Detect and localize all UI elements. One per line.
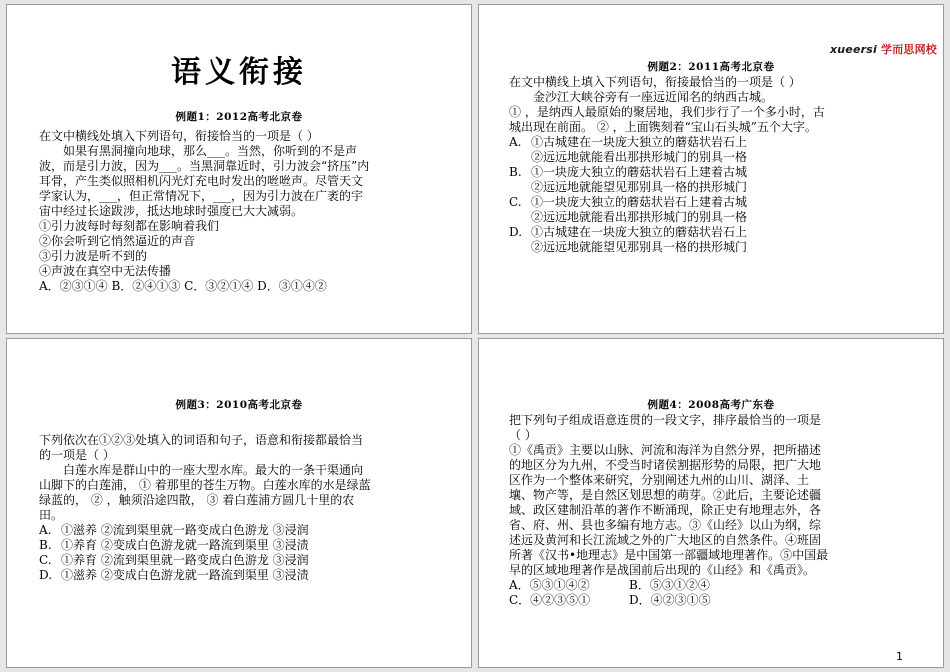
slide-2 — [478, 4, 944, 334]
option-text: ①养育 ②流到渠里就一路变成白色游龙 ③浸润 — [61, 553, 309, 567]
item-1: ①引力波每时每刻都在影响着我们 — [39, 219, 220, 233]
brand-logo — [830, 41, 937, 57]
option-d: D．④②③①⑤ — [629, 593, 711, 607]
option-d — [39, 568, 371, 583]
option-d — [509, 225, 829, 255]
option-line-2: ②远远地就能望见那别具一格的拱形城门 — [531, 180, 748, 194]
option-b: B．⑤③①②④ — [629, 578, 710, 592]
option-a: A．⑤③①④② — [509, 578, 590, 592]
option-text — [531, 225, 747, 255]
option-c: C．④②③⑤① — [509, 593, 591, 607]
passage-line-1: 金沙江大峡谷旁有一座远近闻名的纳西古城。 — [533, 90, 774, 104]
question-text: 把下列句子组成语意连贯的一段文字，排序最恰当的一项是（ ） — [509, 413, 822, 442]
passage-line-2: ① ，是纳西人最原始的聚居地，我们步行了一个多小时，古城出现在前面。 ② ，上面镌刻着“宝山石头城”五个大字。 — [509, 105, 825, 134]
option-b — [39, 538, 371, 553]
logo-cn-text: 学而思网校 — [881, 43, 937, 56]
option-text: ①养育 ②变成白色游龙就一路流到渠里 ③浸渍 — [61, 538, 309, 552]
option-label: B. — [39, 538, 52, 552]
option-label: A. — [509, 135, 522, 149]
option-b — [509, 165, 829, 195]
page-title: 语义衔接 — [171, 55, 307, 90]
option-line-2: ②远远地就能望见那别具一格的拱形城门 — [531, 240, 748, 254]
slide-4 — [478, 338, 944, 668]
page-number: 1 — [896, 650, 903, 663]
option-label: C. — [39, 553, 52, 567]
option-line-1: ①一块庞大独立的蘑菇状岩石上建着古城 — [531, 165, 748, 179]
option-label: D. — [509, 225, 523, 239]
passage-text: 如果有黑洞撞向地球，那么___。当然，你听到的不是声波，而是引力波，因为___。当黑洞靠近时，引力波会“挤压”内耳骨，产生类似照相机闪光灯充电时发出的咝咝声。尽管天文学家认为，___，但正常情况下，___，因为引力波在广袤的宇宙中经过长途跋涉，抵达地球时强度已大大减弱。 — [39, 144, 370, 218]
option-text — [531, 195, 747, 225]
option-c — [509, 195, 829, 225]
example-3-body — [39, 433, 371, 583]
passage-text: ①《禹贡》主要以山脉、河流和海洋为自然分界，把所描述的地区分为九州，不受当时诸侯割据形势的局限，把广大地区作为一个整体来研究，分别阐述九州的山川、湖泽、土壤、物产等，是自然区划思想的萌芽。②此后，主要论述疆域、政区建制沿革的著作不断涌现，除正史有地理志外，各省、府、州、县也多编有地方志。③《山经》以山为纲，综述远及黄河和长江流域之外的广大地区的自然条件。④班固所著《汉书•地理志》是中国第一部疆域地理著作。⑤中国最早的区域地理著作是战国前后出现的《山经》和《禹贡》。 — [509, 443, 829, 577]
logo-en-text: xueersi — [829, 43, 877, 56]
question-text: 在文中横线上填入下列语句，衔接最恰当的一项是（ ） — [509, 75, 801, 89]
example-2-title: 例题2：2011高考北京卷 — [647, 61, 775, 73]
example-1-body — [39, 129, 371, 294]
example-1-title: 例题1：2012高考北京卷 — [175, 111, 303, 123]
question-text: 下列依次在①②③处填入的词语和句子，语意和衔接都最恰当的一项是（ ） — [39, 433, 364, 462]
option-a — [509, 135, 829, 165]
example-4-body — [509, 413, 831, 608]
option-label: B. — [509, 165, 522, 179]
option-text: ①滋养 ②变成白色游龙就一路流到渠里 ③浸渍 — [61, 568, 309, 582]
options-row-1 — [509, 578, 831, 593]
example-4-title: 例题4：2008高考广东卷 — [647, 399, 775, 411]
option-text: ①滋养 ②流到渠里就一路变成白色游龙 ③浸润 — [61, 523, 309, 537]
options-row-2 — [509, 593, 831, 608]
option-label: C. — [509, 195, 522, 209]
option-line-1: ①一块庞大独立的蘑菇状岩石上建着古城 — [531, 195, 748, 209]
option-line-2: ②远远地就能看出那拱形城门的别具一格 — [531, 150, 748, 164]
answer-options: A．②③①④ B．②④①③ C．③②①④ D．③①④② — [39, 279, 327, 293]
option-text — [531, 135, 747, 165]
item-2: ②你会听到它悄然逼近的声音 — [39, 234, 196, 248]
item-4: ④声波在真空中无法传播 — [39, 264, 172, 278]
question-text: 在文中横线处填入下列语句，衔接恰当的一项是（ ） — [39, 129, 319, 143]
option-line-1: ①古城建在一块庞大独立的蘑菇状岩石上 — [531, 135, 748, 149]
option-label: D. — [39, 568, 53, 582]
option-text — [531, 165, 747, 195]
example-2-body — [509, 75, 829, 255]
option-c — [39, 553, 371, 568]
option-label: A. — [39, 523, 52, 537]
passage-text: 白莲水库是群山中的一座大型水库。最大的一条干渠通向山脚下的白莲浦， ① 着那里的苍生万物。白莲水库的水是绿蓝绿蓝的， ② ，触须沿途四散， ③ 着白莲浦方圆几十里的农田。 — [39, 463, 371, 522]
option-line-1: ①古城建在一块庞大独立的蘑菇状岩石上 — [531, 225, 748, 239]
slide-1 — [6, 4, 472, 334]
option-a — [39, 523, 371, 538]
item-3: ③引力波是听不到的 — [39, 249, 148, 263]
slide-3 — [6, 338, 472, 668]
option-line-2: ②远远地就能看出那拱形城门的别具一格 — [531, 210, 748, 224]
example-3-title: 例题3：2010高考北京卷 — [175, 399, 303, 411]
